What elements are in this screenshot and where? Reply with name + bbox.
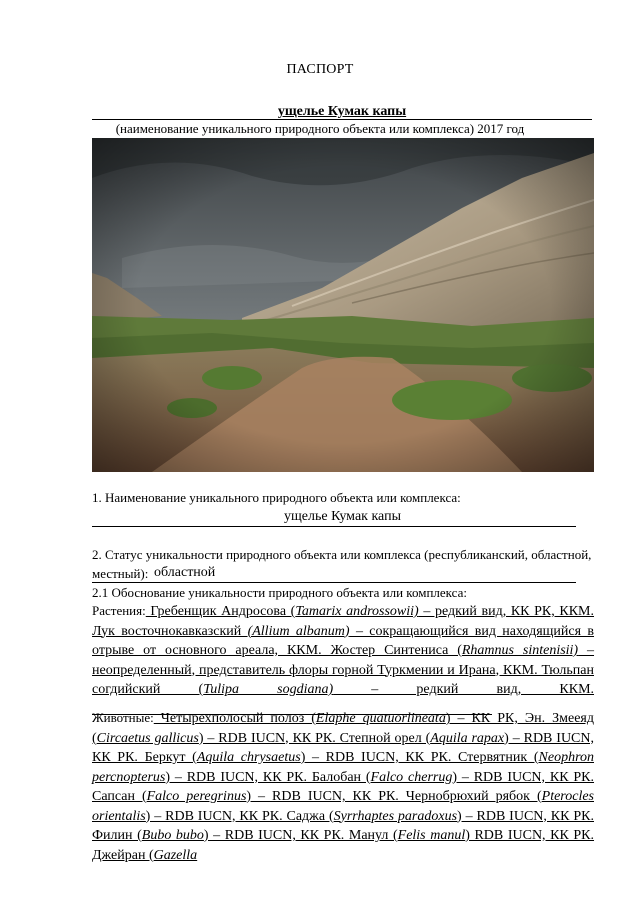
animals-text-segment: ) – RDB IUCN, КК РК. Манул ( — [203, 828, 398, 843]
animals-text-segment: ) – RDB IUCN, КК РК. Беркут ( — [92, 730, 595, 765]
animals-text-segment: ) – RDB IUCN, КК РК. Степной орел ( — [198, 730, 431, 746]
plants-text-segment: Rhamnus sintenisii) — [461, 643, 579, 658]
object-name: ущелье Кумак капы — [277, 104, 407, 119]
section-2-value-line — [92, 566, 576, 583]
plants-lead: Растения: — [92, 603, 146, 618]
animals-text-segment: Neophron percnopterus — [92, 750, 594, 785]
section-1-label: 1. Наименование уникального природного объекта или комплекса: — [92, 490, 461, 505]
animals-text-segment: ) – RDB IUCN, КК РК. Саджа ( — [145, 808, 334, 824]
animals-text-segment: Aquila rapax — [430, 730, 505, 746]
animals-text-segment: Pterocles orientalis — [92, 789, 594, 824]
animals-text-segment: Syrrhaptes paradoxus — [333, 808, 458, 824]
animals-text-segment: Falco peregrinus — [146, 789, 247, 804]
animals-paragraph — [92, 708, 594, 865]
animals-text-segment: Circaetus gallicus — [96, 730, 199, 746]
plants-text-segment: Tulipa sogdiana) — [203, 682, 334, 697]
animals-text-segment: Четырехполосый полоз ( — [153, 711, 316, 726]
animals-text-segment: Felis manul — [397, 828, 466, 843]
plants-text-segment: – сокращающийся вид находящийся в отрыве от основного ареала, ККМ. Жостер Синтениса ( — [92, 623, 595, 658]
animals-text-segment: Gazella — [153, 847, 198, 863]
plants-text-segment: – редкий вид, ККМ. — [333, 682, 595, 697]
animals-lead: Животные: — [92, 710, 154, 725]
plants-text-segment: – редкий вид, КК РК, ККМ. Лук восточнокавказский — [92, 604, 595, 639]
section-1-value-line — [92, 509, 576, 527]
plants-text-segment: Tamarix androssowii) — [295, 604, 419, 619]
animals-text-segment: Elaphe quatuorlineata — [315, 711, 446, 726]
object-name-line — [92, 104, 592, 120]
plants-text-segment: – неопределенный, представитель флоры горной Туркмении и Ирана, ККМ. Тюльпан согдийский ( — [92, 643, 595, 697]
animals-text-segment: Bubo bubo — [141, 828, 204, 843]
animals-text-segment: ) – RDB IUCN, КК РК. Балобан ( — [165, 769, 371, 785]
section-2-label-cont: местный): — [92, 566, 149, 581]
plants-paragraph — [92, 601, 594, 721]
animals-text-segment: ) – RDB IUCN, КК РК. Филин ( — [92, 808, 594, 843]
object-name-caption: (наименование уникального природного объекта или комплекса) 2017 год — [115, 121, 525, 136]
plants-text-segment: Гребенщик Андросова ( — [145, 604, 296, 619]
animals-text — [92, 711, 594, 863]
animals-text-segment: ) – КК РК, Эн. Змееяд ( — [92, 711, 594, 746]
animals-text-segment: ) – RDB IUCN, КК РК. Чернобрюхий рябок ( — [246, 789, 542, 804]
plants-text-segment: (Allium albanum) — [247, 623, 350, 639]
section-2-value: областной — [154, 565, 216, 580]
animals-text-segment: ) RDB IUCN, КК РК. Джейран ( — [92, 828, 595, 863]
animals-text-segment: ) – RDB IUCN, КК РК. Сапсан ( — [92, 769, 595, 804]
section-2-label: 2. Статус уникальности природного объекта или комплекса (республиканский, областной, — [92, 547, 592, 562]
canyon-landscape-photo — [92, 138, 594, 472]
plants-text — [92, 604, 594, 697]
section-1-value: ущелье Кумак капы — [284, 509, 401, 524]
document-title: ПАСПОРТ — [286, 62, 354, 77]
animals-text-segment: Falco cherrug — [370, 769, 453, 785]
animals-text-segment: Aquila chrysaetus — [196, 750, 301, 765]
section-2-1-label: 2.1 Обоснование уникальности природного объекта или комплекса: — [92, 585, 467, 600]
animals-text-segment: ) – RDB IUCN, КК РК. Стервятник ( — [300, 750, 539, 765]
